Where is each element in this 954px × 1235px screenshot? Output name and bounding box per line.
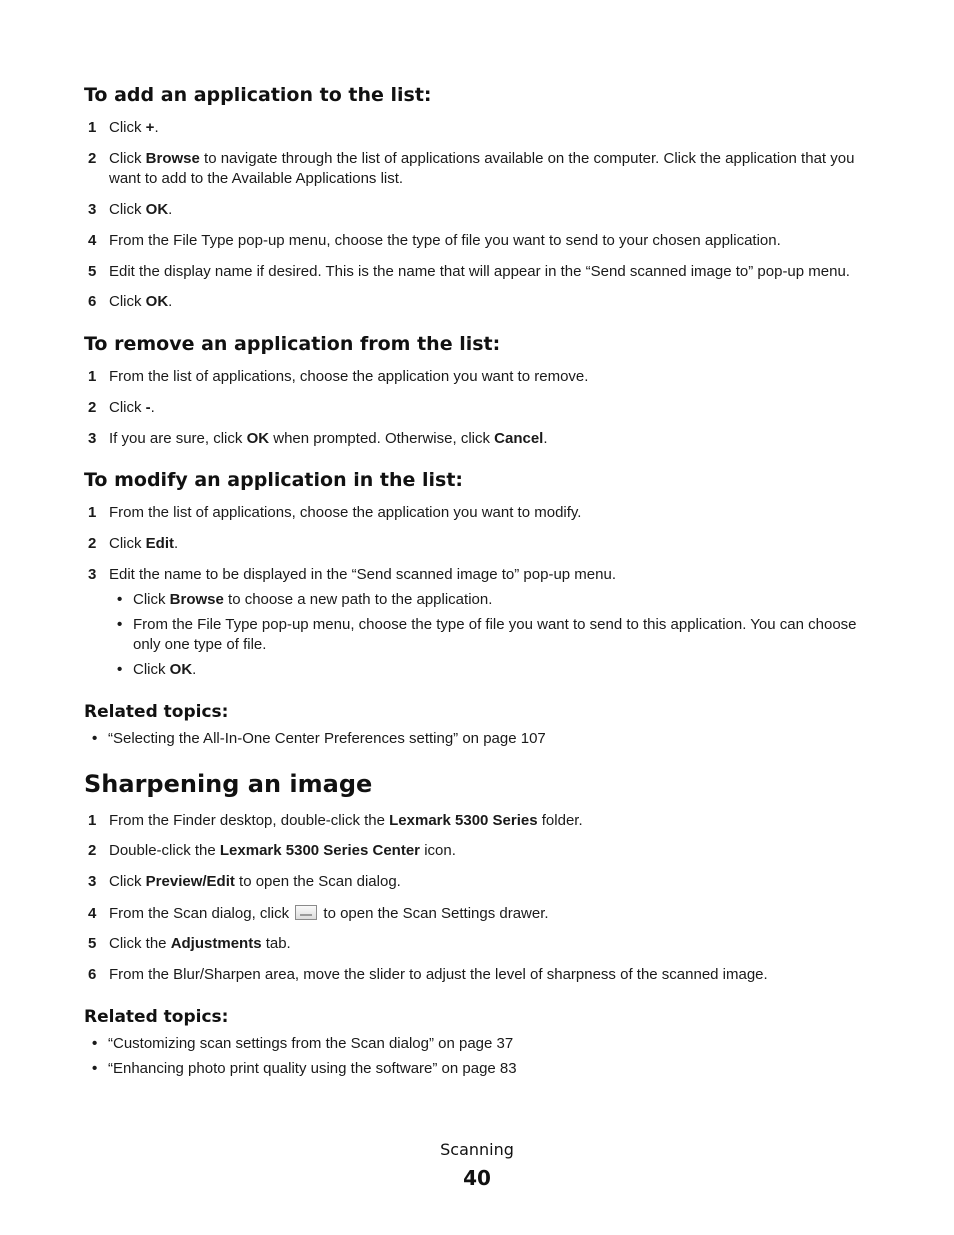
heading-add-application: To add an application to the list: [84, 84, 432, 106]
scan-settings-icon [295, 905, 317, 920]
bullet-icon: • [92, 1060, 98, 1077]
heading-sharpening-image: Sharpening an image [84, 770, 373, 798]
document-page: To add an application to the list: 1 Click +. 2 Click Browse to navigate through the list of applications available on the computer. Click the application that you want to add to the Available Applications list. 3 Click OK. 4 From the File Type pop-up menu, choose the type of file you want to send to your chosen application. 5 Edit the display name if desired. This is the name that will appear in the “Send scanned image to” pop-up menu. 6 Click OK. To remove an application from the list: 1 From the list of applications, choose the application you want to remove. 2 Click -. 3 If you are sure, click OK when prompted. Otherwise, click Cancel. To modify an application in the list: 1 From the list of applications, choose the application you want to modify. 2 Click Edit. 3 Edit the name to be displayed in the “Send scanned image to” pop-up menu. • Click Browse to choose a new path to the application. • From the File Type pop-up menu, choose the type of file you want to send to this application. You can choose only one type of file. • Click OK. Related topics: • “Selecting the All-In-One Center Preferences setting” on page 107 Sharpening an image 1 From the Finder desktop, double-click the Lexmark 5300 Series folder. 2 Double-click the Lexmark 5300 Series Center icon. 3 Click Preview/Edit to open the Scan dialog. 4 From the Scan dialog, click to open the Scan Settings drawer. 5 Click the Adjustments tab. 6 From the Blur/Sharpen area, move the slider to adjust the level of sharpness of the scanned image. Related topics: • “Customizing scan settings from the Scan dialog” on page 37 • “Enhancing photo print quality using the software” on page 83 Scanning 40 [0, 0, 954, 1235]
heading-remove-application: To remove an application from the list: [84, 333, 501, 355]
bullet-icon: • [92, 1035, 98, 1052]
heading-related-topics-2: Related topics: [84, 1007, 229, 1027]
heading-related-topics-1: Related topics: [84, 702, 229, 722]
bullet-icon: • [117, 661, 123, 678]
heading-modify-application: To modify an application in the list: [84, 469, 463, 491]
bullet-icon: • [92, 730, 98, 747]
page-number: 40 [463, 1166, 491, 1190]
footer-section-title: Scanning [440, 1140, 514, 1159]
bullet-icon: • [117, 616, 123, 633]
bullet-icon: • [117, 591, 123, 608]
